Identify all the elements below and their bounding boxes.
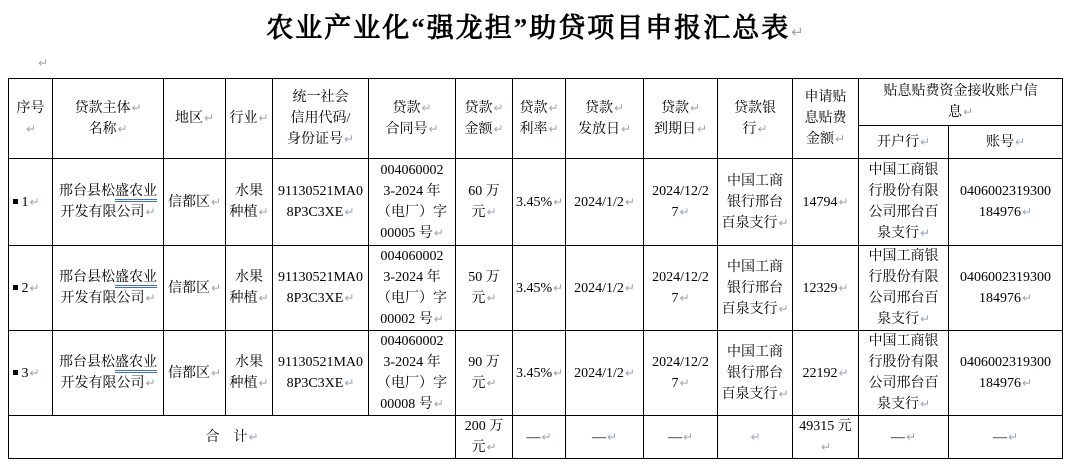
- paragraph-mark: ↵: [428, 121, 439, 136]
- paragraph-mark: ↵: [433, 397, 444, 411]
- paragraph-mark: ↵: [919, 134, 931, 149]
- cell-r2-credit-code[interactable]: 91130521MA0 8P3C3XE↵: [273, 246, 369, 331]
- paragraph-mark: ↵: [919, 397, 931, 411]
- paragraph-mark: ↵: [750, 429, 761, 444]
- col-header-loan-amount[interactable]: 贷款↵ 金额↵: [456, 79, 513, 159]
- cell-r2-maturity-date[interactable]: 2024/12/2 7↵: [644, 246, 718, 331]
- proofing-underlined-text: 盛农业: [115, 184, 157, 202]
- paragraph-mark: ↵: [210, 365, 222, 380]
- paragraph-mark: ↵: [679, 291, 690, 305]
- cell-r2-loan-bank[interactable]: 中国工商 银行邢台 百泉支行↵: [718, 246, 793, 331]
- paragraph-mark: ↵: [258, 205, 269, 219]
- col-header-maturity-date[interactable]: 贷款↵ 到期日↵: [644, 79, 718, 159]
- paragraph-mark: ↵: [778, 215, 789, 230]
- row-marker-bullet-icon: [13, 285, 18, 290]
- loan-summary-table[interactable]: [8, 78, 1063, 459]
- cell-r2-serial[interactable]: 2↵: [9, 246, 53, 331]
- cell-r3-bank-branch[interactable]: 中国工商银 行股份有限 公司邢台百 泉支行↵: [859, 331, 949, 416]
- cell-r2-interest-rate[interactable]: 3.45%↵: [513, 246, 566, 331]
- table-row-2: [9, 246, 1063, 331]
- col-header-credit-code[interactable]: 统一社会 信用代码/ 身份证号↵: [273, 79, 369, 159]
- col-header-region[interactable]: 地区↵: [164, 79, 226, 159]
- paragraph-mark: ↵: [258, 376, 269, 390]
- cell-r3-industry[interactable]: 水果 种植↵: [226, 331, 273, 416]
- paragraph-mark: ↵: [344, 205, 355, 219]
- paragraph-mark: ↵: [29, 365, 40, 380]
- paragraph-mark: ↵: [624, 365, 635, 380]
- cell-r1-subsidy-amount[interactable]: 14794↵: [793, 159, 859, 246]
- paragraph-mark: ↵: [343, 132, 355, 146]
- cell-total-subsidy-amount[interactable]: 49315 元↵: [793, 416, 859, 459]
- cell-r1-maturity-date[interactable]: 2024/12/2 7↵: [644, 159, 718, 246]
- cell-r1-region[interactable]: 信都区↵: [164, 159, 226, 246]
- paragraph-mark: ↵: [1021, 376, 1033, 390]
- paragraph-mark: ↵: [421, 100, 432, 115]
- cell-r1-bank-branch[interactable]: 中国工商银 行股份有限 公司邢台百 泉支行↵: [859, 159, 949, 246]
- cell-total-account-no[interactable]: —↵: [949, 416, 1063, 459]
- paragraph-mark: ↵: [25, 121, 37, 136]
- col-header-issue-date[interactable]: 贷款↵ 发放日↵: [566, 79, 644, 159]
- paragraph-mark: ↵: [131, 100, 142, 115]
- cell-r2-entity-name[interactable]: 邢台县松盛农业 开发有限公司↵: [53, 246, 164, 331]
- paragraph-mark: ↵: [919, 226, 931, 240]
- cell-r2-issue-date[interactable]: 2024/1/2↵: [566, 246, 644, 331]
- paragraph-mark: ↵: [682, 429, 694, 444]
- col-header-bank-branch[interactable]: 开户行↵: [859, 126, 949, 159]
- cell-r2-loan-amount[interactable]: 50 万 元↵: [456, 246, 513, 331]
- paragraph-mark: ↵: [117, 121, 128, 136]
- paragraph-mark: ↵: [613, 100, 625, 115]
- paragraph-mark: ↵: [203, 111, 215, 125]
- paragraph-mark: ↵: [905, 429, 917, 444]
- paragraph-mark: ↵: [29, 280, 40, 295]
- paragraph-mark: ↵: [145, 291, 156, 305]
- table-row-1: [9, 159, 1063, 246]
- cell-r3-contract-no[interactable]: 004060002 3-2024 年 （电厂）字 00008 号↵: [369, 331, 456, 416]
- cell-r3-issue-date[interactable]: 2024/1/2↵: [566, 331, 644, 416]
- paragraph-mark: ↵: [548, 121, 559, 136]
- paragraph-mark: ↵: [29, 194, 40, 209]
- paragraph-mark: ↵: [486, 440, 497, 454]
- paragraph-mark: ↵: [834, 132, 846, 146]
- cell-r1-interest-rate[interactable]: 3.45%↵: [513, 159, 566, 246]
- cell-r1-credit-code[interactable]: 91130521MA0 8P3C3XE↵: [273, 159, 369, 246]
- cell-r2-bank-branch[interactable]: 中国工商银 行股份有限 公司邢台百 泉支行↵: [859, 246, 949, 331]
- table-row-3: [9, 331, 1063, 416]
- cell-r3-credit-code[interactable]: 91130521MA0 8P3C3XE↵: [273, 331, 369, 416]
- paragraph-mark: ↵: [548, 100, 559, 115]
- paragraph-mark: ↵: [541, 429, 552, 444]
- paragraph-mark: ↵: [757, 121, 768, 136]
- paragraph-mark: ↵: [624, 280, 635, 295]
- cell-r3-region[interactable]: 信都区↵: [164, 331, 226, 416]
- cell-total-loan-amount[interactable]: 200 万 元↵: [456, 416, 513, 459]
- cell-total-bank-branch[interactable]: —↵: [859, 416, 949, 459]
- empty-paragraph-mark: ↵: [38, 56, 49, 70]
- paragraph-mark: ↵: [962, 105, 974, 119]
- col-header-account-info[interactable]: 贴息贴费资金接收账户信 息↵: [859, 79, 1063, 126]
- cell-r1-issue-date[interactable]: 2024/1/2↵: [566, 159, 644, 246]
- paragraph-mark: ↵: [1007, 429, 1019, 444]
- cell-r3-interest-rate[interactable]: 3.45%↵: [513, 331, 566, 416]
- paragraph-mark: ↵: [696, 121, 708, 136]
- cell-r2-industry[interactable]: 水果 种植↵: [226, 246, 273, 331]
- cell-r2-account-no[interactable]: 0406002319300 184976↵: [949, 246, 1063, 331]
- page-title[interactable]: 农业产业化“强龙担”助贷项目申报汇总表: [266, 13, 791, 43]
- paragraph-mark: ↵: [258, 291, 269, 305]
- paragraph-mark: ↵: [689, 100, 701, 115]
- paragraph-mark: ↵: [919, 312, 931, 326]
- paragraph-mark: ↵: [493, 100, 504, 115]
- paragraph-mark: ↵: [145, 376, 156, 390]
- paragraph-mark: ↵: [620, 121, 632, 136]
- paragraph-mark: ↵: [553, 280, 564, 295]
- paragraph-mark: ↵: [1021, 291, 1033, 305]
- cell-r1-loan-bank[interactable]: 中国工商 银行邢台 百泉支行↵: [718, 159, 793, 246]
- paragraph-mark: ↵: [820, 440, 832, 454]
- paragraph-mark: ↵: [1014, 134, 1026, 149]
- col-header-entity-name[interactable]: 贷款主体↵ 名称↵: [53, 79, 164, 159]
- paragraph-mark: ↵: [838, 194, 849, 209]
- paragraph-mark: ↵: [344, 291, 355, 305]
- col-header-account-no[interactable]: 账号↵: [949, 126, 1063, 159]
- cell-r1-account-no[interactable]: 0406002319300 184976↵: [949, 159, 1063, 246]
- paragraph-mark: ↵: [210, 194, 222, 209]
- proofing-underlined-text: 盛农业: [115, 355, 157, 373]
- paragraph-mark: ↵: [258, 111, 269, 125]
- cell-r3-serial[interactable]: 3↵: [9, 331, 53, 416]
- paragraph-mark: ↵: [433, 226, 444, 240]
- paragraph-mark: ↵: [679, 376, 690, 390]
- cell-r2-region[interactable]: 信都区↵: [164, 246, 226, 331]
- cell-r3-account-no[interactable]: 0406002319300 184976↵: [949, 331, 1063, 416]
- paragraph-mark: ↵: [1021, 205, 1033, 219]
- cell-r3-subsidy-amount[interactable]: 22192↵: [793, 331, 859, 416]
- paragraph-mark: ↵: [210, 280, 222, 295]
- col-header-subsidy-amount[interactable]: 申请贴 息贴费 金额↵: [793, 79, 859, 159]
- cell-r3-entity-name[interactable]: 邢台县松盛农业 开发有限公司↵: [53, 331, 164, 416]
- cell-r1-serial[interactable]: 1↵: [9, 159, 53, 246]
- paragraph-mark: ↵: [791, 23, 804, 41]
- col-header-serial[interactable]: 序号↵: [9, 79, 53, 159]
- paragraph-mark: ↵: [433, 312, 444, 326]
- col-header-industry[interactable]: 行业↵: [226, 79, 273, 159]
- cell-total-label[interactable]: 合 计↵: [9, 416, 456, 459]
- cell-r3-loan-amount[interactable]: 90 万 元↵: [456, 331, 513, 416]
- paragraph-mark: ↵: [778, 386, 789, 401]
- paragraph-mark: ↵: [838, 365, 849, 380]
- paragraph-mark: ↵: [493, 121, 504, 136]
- col-header-interest-rate[interactable]: 贷款↵ 利率↵: [513, 79, 566, 159]
- paragraph-mark: ↵: [248, 429, 259, 444]
- paragraph-mark: ↵: [486, 291, 497, 305]
- cell-r1-industry[interactable]: 水果 种植↵: [226, 159, 273, 246]
- row-marker-bullet-icon: [13, 370, 18, 375]
- paragraph-mark: ↵: [624, 194, 635, 209]
- paragraph-mark: ↵: [838, 280, 849, 295]
- proofing-underlined-text: 盛农业: [115, 270, 157, 288]
- table-row-total: [9, 416, 1063, 459]
- paragraph-mark: ↵: [553, 194, 564, 209]
- cell-r3-loan-bank[interactable]: 中国工商 银行邢台 百泉支行↵: [718, 331, 793, 416]
- cell-total-interest-rate[interactable]: —↵: [513, 416, 566, 459]
- paragraph-mark: ↵: [606, 429, 618, 444]
- paragraph-mark: ↵: [778, 301, 789, 316]
- col-header-contract-no[interactable]: 贷款↵ 合同号↵: [369, 79, 456, 159]
- cell-r1-contract-no[interactable]: 004060002 3-2024 年 （电厂）字 00005 号↵: [369, 159, 456, 246]
- cell-total-issue-date[interactable]: —↵: [566, 416, 644, 459]
- cell-r2-contract-no[interactable]: 004060002 3-2024 年 （电厂）字 00002 号↵: [369, 246, 456, 331]
- cell-total-maturity-date[interactable]: —↵: [644, 416, 718, 459]
- paragraph-mark: ↵: [486, 376, 497, 390]
- cell-r1-loan-amount[interactable]: 60 万 元↵: [456, 159, 513, 246]
- document-title-line: [0, 6, 1070, 45]
- row-marker-bullet-icon: [13, 199, 18, 204]
- paragraph-mark: ↵: [553, 365, 564, 380]
- paragraph-mark: ↵: [679, 205, 690, 219]
- paragraph-mark: ↵: [486, 205, 497, 219]
- cell-total-loan-bank[interactable]: [718, 416, 793, 459]
- col-header-loan-bank[interactable]: 贷款银 行↵: [718, 79, 793, 159]
- cell-r2-subsidy-amount[interactable]: 12329↵: [793, 246, 859, 331]
- cell-r1-entity-name[interactable]: 邢台县松盛农业 开发有限公司↵: [53, 159, 164, 246]
- paragraph-mark: ↵: [344, 376, 355, 390]
- cell-r3-maturity-date[interactable]: 2024/12/2 7↵: [644, 331, 718, 416]
- paragraph-mark: ↵: [145, 205, 156, 219]
